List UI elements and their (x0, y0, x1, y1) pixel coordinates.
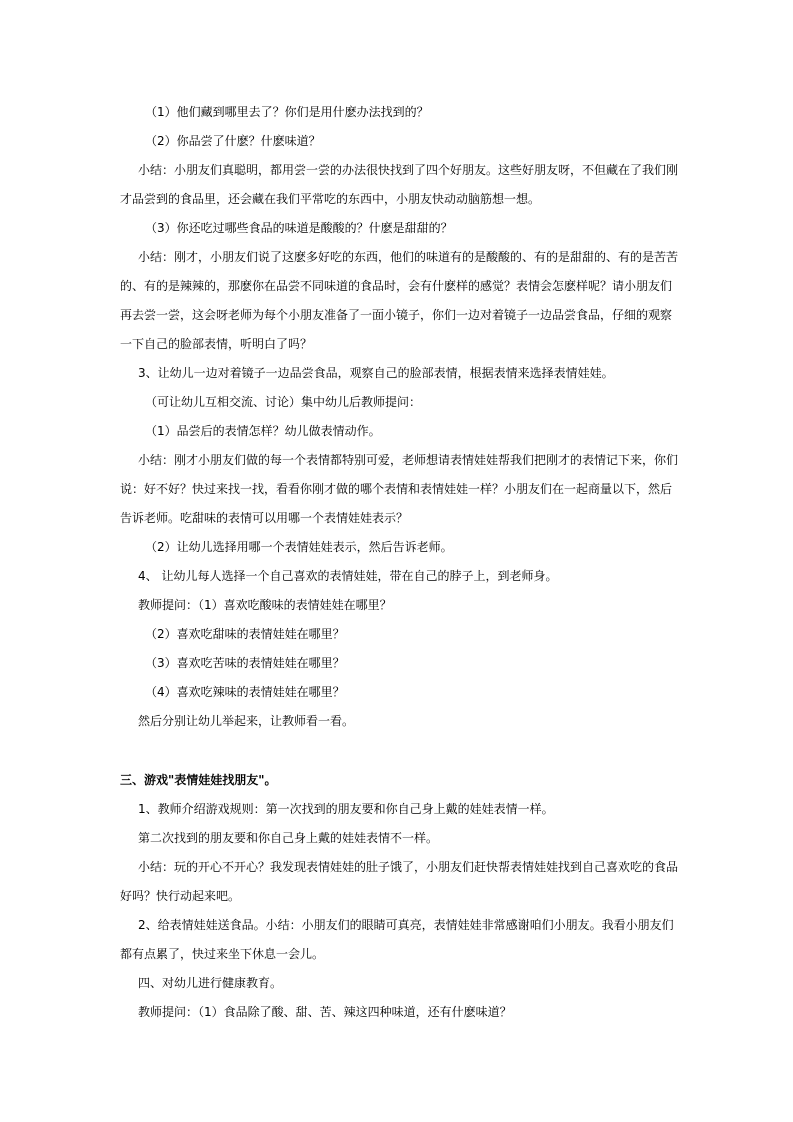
question-1-line: （1）他们藏到哪里去了？你们是用什麽办法找到的？ (145, 105, 429, 119)
game-rule-line: 第二次找到的朋友要和你自己身上戴的娃娃表情不一样。 (138, 831, 439, 845)
teacher-question-line: 教师提问：（1）食品除了酸、甜、苦、辣这四种味道，还有什麽味道？ (138, 1005, 512, 1019)
discussion-line: （可让幼儿互相交流、讨论）集中幼儿后教师提问： (145, 395, 422, 409)
summary-paragraph-line: 好吗？快行动起来吧。 (120, 889, 241, 903)
summary-paragraph-line: 再去尝一尝，这会呀老师为每个小朋友准备了一面小镜子，你们一边对着镜子一边品尝食品，仔细的观察 (120, 308, 673, 322)
question-line: （2）喜欢吃甜味的表情娃娃在哪里？ (145, 627, 345, 641)
step-2-line: 都有点累了，快过来坐下休息一会儿。 (120, 947, 325, 961)
step-4-line: 4、 让幼儿每人选择一个自己喜欢的表情娃娃，带在自己的脖子上，到老师身。 (138, 569, 558, 583)
game-rule-line: 1、教师介绍游戏规则：第一次找到的朋友要和你自己身上戴的娃娃表情一样。 (138, 802, 554, 816)
step-3-line: 3、让幼儿一边对着镜子一边品尝食品，观察自己的脸部表情，根据表情来选择表情娃娃。 (138, 366, 614, 380)
section-heading-game: 三、游戏"表情娃娃找朋友"。 (120, 773, 277, 787)
summary-paragraph-line: 小结：刚才，小朋友们说了这麽多好吃的东西，他们的味道有的是酸酸的、有的是甜甜的、有的是苦苦 (138, 250, 679, 264)
summary-paragraph-line: 才品尝到的食品里，还会藏在我们平常吃的东西中，小朋友快动动脑筋想一想。 (120, 192, 541, 206)
summary-paragraph-line: 一下自己的脸部表情，听明白了吗？ (120, 337, 313, 351)
section-heading-health: 四、对幼儿进行健康教育。 (138, 976, 283, 990)
question-line: （1）品尝后的表情怎样？幼儿做表情动作。 (145, 424, 381, 438)
question-line: （3）喜欢吃苦味的表情娃娃在哪里？ (145, 656, 345, 670)
summary-paragraph-line: 小结：刚才小朋友们做的每一个表情都特别可爱，老师想请表情娃娃帮我们把刚才的表情记下来，你们 (138, 453, 679, 467)
summary-paragraph-line: 小结：小朋友们真聪明，都用尝一尝的办法很快找到了四个好朋友。这些好朋友呀，不但藏在了我们刚 (138, 163, 679, 177)
step-2-line: 2、给表情娃娃送食品。小结：小朋友们的眼睛可真亮，表情娃娃非常感谢咱们小朋友。我看小朋友们 (138, 918, 674, 932)
summary-paragraph-line: 告诉老师。吃甜味的表情可以用哪一个表情娃娃表示？ (120, 511, 409, 525)
summary-paragraph-line: 说：好不好？快过来找一找，看看你刚才做的哪个表情和表情娃娃一样？小朋友们在一起商量以下，然后 (120, 482, 673, 496)
question-line: （4）喜欢吃辣味的表情娃娃在哪里？ (145, 685, 345, 699)
closing-line: 然后分别让幼儿举起来，让教师看一看。 (138, 714, 355, 728)
summary-paragraph-line: 小结：玩的开心不开心？我发现表情娃娃的肚子饿了，小朋友们赶快帮表情娃娃找到自己喜欢吃的食品 (138, 860, 679, 874)
question-3-line: （3）你还吃过哪些食品的味道是酸酸的？什麽是甜甜的？ (145, 221, 453, 235)
question-2-line: （2）你品尝了什麽？什麽味道？ (145, 134, 321, 148)
question-line: （2）让幼儿选择用哪一个表情娃娃表示，然后告诉老师。 (145, 540, 453, 554)
summary-paragraph-line: 的、有的是辣辣的，那麽你在品尝不同味道的食品时，会有什麽样的感觉？表情会怎麽样呢？请小朋友们 (120, 279, 673, 293)
teacher-question-line: 教师提问：（1）喜欢吃酸味的表情娃娃在哪里？ (138, 598, 392, 612)
